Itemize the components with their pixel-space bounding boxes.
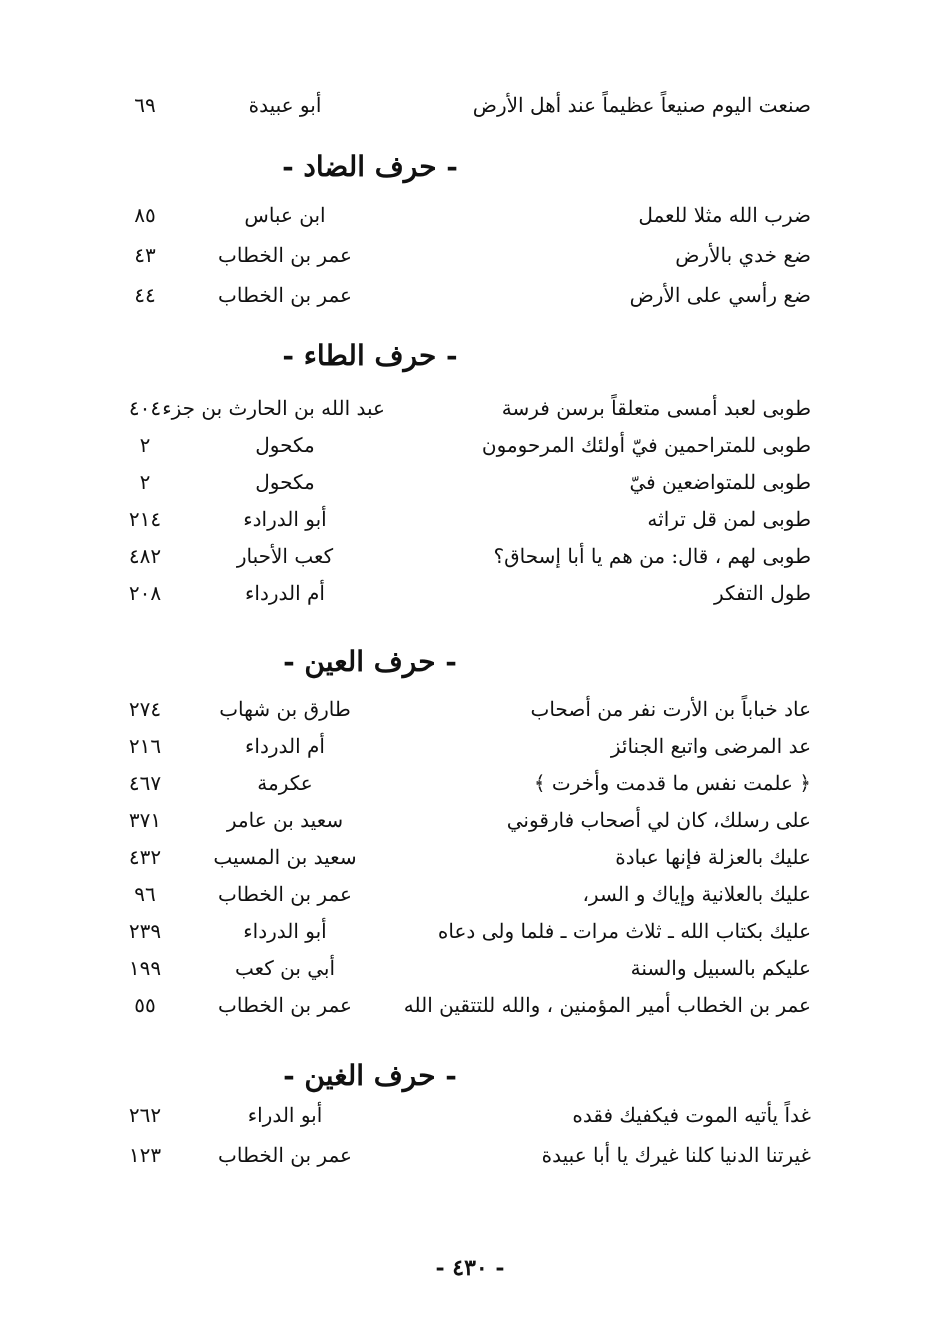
entry-text: ضع خدي بالأرض (675, 243, 811, 267)
section-heading-ain: - حرف العين - (283, 645, 457, 678)
entry-page-number: ٢١٦ (128, 734, 162, 758)
index-entry (0, 951, 941, 985)
entry-text: طوبى لمن قل تراثه (647, 507, 811, 531)
entry-narrator: أم الدرداء (245, 581, 325, 605)
entry-text: طول التفكر (713, 581, 811, 605)
entry-page-number: ٢١٤ (128, 507, 162, 531)
entry-narrator: عمر بن الخطاب (218, 1143, 352, 1167)
entry-page-number: ٤٤ (134, 283, 156, 307)
entry-narrator: أبي بن كعب (234, 956, 336, 980)
entry-narrator: ابن عباس (244, 203, 326, 227)
entry-narrator: عكرمة (257, 771, 313, 795)
entry-text: صنعت اليوم صنيعاً عظيماً عند أهل الأرض (472, 93, 811, 117)
entry-narrator: أبو الدرادء (243, 507, 327, 531)
entry-page-number: ٢٠٨ (128, 581, 162, 605)
index-entry (0, 502, 941, 536)
entry-text: ﴿ علمت نفس ما قدمت وأخرت ﴾ (533, 771, 811, 795)
index-entry (0, 877, 941, 911)
index-entry (0, 1098, 941, 1132)
entry-text: غداً يأتيه الموت فيكفيك فقده (572, 1103, 811, 1127)
entry-narrator: سعيد بن المسيب (213, 845, 357, 869)
entry-page-number: ٢ (139, 470, 151, 494)
entry-text: طوبى لهم ، قال: من هم يا أبا إسحاق؟ (493, 544, 811, 568)
entry-page-number: ٤٨٢ (128, 544, 162, 568)
section-heading-dad: - حرف الضاد - (282, 150, 458, 183)
index-entry (0, 198, 941, 232)
entry-text: طوبى للمتواضعين فيّ (629, 470, 811, 494)
index-entry (0, 465, 941, 499)
entry-page-number: ٣٧١ (128, 808, 162, 832)
index-entry (0, 576, 941, 610)
entry-narrator: سعيد بن عامر (226, 808, 344, 832)
entry-text: طوبى للمتراحمين فيّ أولئك المرحومون (481, 433, 811, 457)
entry-narrator: عمر بن الخطاب (218, 283, 352, 307)
entry-text: ضرب الله مثلا للعمل (638, 203, 811, 227)
entry-text: غيرتنا الدنيا كلنا غيرك يا أبا عبيدة (541, 1143, 811, 1167)
entry-text: عليك بالعلانية وإياك و السر، (582, 882, 811, 906)
entry-narrator: أبو الدراء (247, 1103, 323, 1127)
entry-text: عليك بكتاب الله ـ ثلاث مرات ـ فلما ولى دعاه (437, 919, 811, 943)
entry-text: عليكم بالسبيل والسنة (630, 956, 811, 980)
entry-text: عمر بن الخطاب أمير المؤمنين ، والله للتتقين الله (403, 993, 811, 1017)
entry-narrator: عمر بن الخطاب (218, 243, 352, 267)
entry-narrator: عمر بن الخطاب (218, 993, 352, 1017)
index-entry (0, 988, 941, 1022)
entry-page-number: ٤٠٤ (128, 396, 162, 420)
entry-page-number: ٨٥ (134, 203, 156, 227)
index-entry (0, 539, 941, 573)
entry-narrator: عبد الله بن الحارث بن جزء (162, 396, 385, 420)
entry-page-number: ٤٣٢ (128, 845, 162, 869)
entry-page-number: ١٩٩ (128, 956, 162, 980)
index-entry (0, 840, 941, 874)
entry-narrator: طارق بن شهاب (219, 697, 351, 721)
entry-text: على رسلك، كان لي أصحاب فارقوني (506, 808, 811, 832)
entry-text: طوبى لعبد أمسى متعلقاً برسن فرسة (501, 396, 811, 420)
index-entry (0, 729, 941, 763)
entry-narrator: مكحول (255, 470, 315, 494)
index-entry (0, 766, 941, 800)
entry-page-number: ٤٦٧ (128, 771, 162, 795)
entry-page-number: ٦٩ (134, 93, 156, 117)
entry-page-number: ٤٣ (134, 243, 156, 267)
entry-page-number: ٢٣٩ (128, 919, 162, 943)
entry-page-number: ٢ (139, 433, 151, 457)
entry-page-number: ٢٦٢ (128, 1103, 162, 1127)
entry-page-number: ٥٥ (134, 993, 156, 1017)
index-entry (0, 914, 941, 948)
entry-narrator: عمر بن الخطاب (218, 882, 352, 906)
entry-page-number: ١٢٣ (128, 1143, 162, 1167)
entry-narrator: أبو الدرداء (243, 919, 327, 943)
index-entry (0, 692, 941, 726)
entry-narrator: أم الدرداء (245, 734, 325, 758)
entry-text: عاد خباباً بن الأرت نفر من أصحاب (530, 697, 811, 721)
entry-text: ضع رأسي على الأرض (629, 283, 811, 307)
entry-narrator: أبو عبيدة (248, 93, 322, 117)
index-entry (0, 88, 941, 122)
section-heading-ghain: - حرف الغين - (283, 1059, 457, 1092)
entry-page-number: ٢٧٤ (128, 697, 162, 721)
section-heading-taa: - حرف الطاء - (282, 339, 458, 372)
entry-text: عليك بالعزلة فإنها عبادة (615, 845, 811, 869)
page-number-footer: - ٤٣٠ - (435, 1255, 505, 1281)
entry-narrator: مكحول (255, 433, 315, 457)
index-entry (0, 803, 941, 837)
entry-text: عد المرضى واتبع الجنائز (610, 734, 811, 758)
entry-page-number: ٩٦ (134, 882, 156, 906)
index-entry (0, 238, 941, 272)
entry-narrator: كعب الأحبار (236, 544, 334, 568)
index-entry (0, 428, 941, 462)
index-entry (0, 391, 941, 425)
index-entry (0, 278, 941, 312)
index-entry (0, 1138, 941, 1172)
